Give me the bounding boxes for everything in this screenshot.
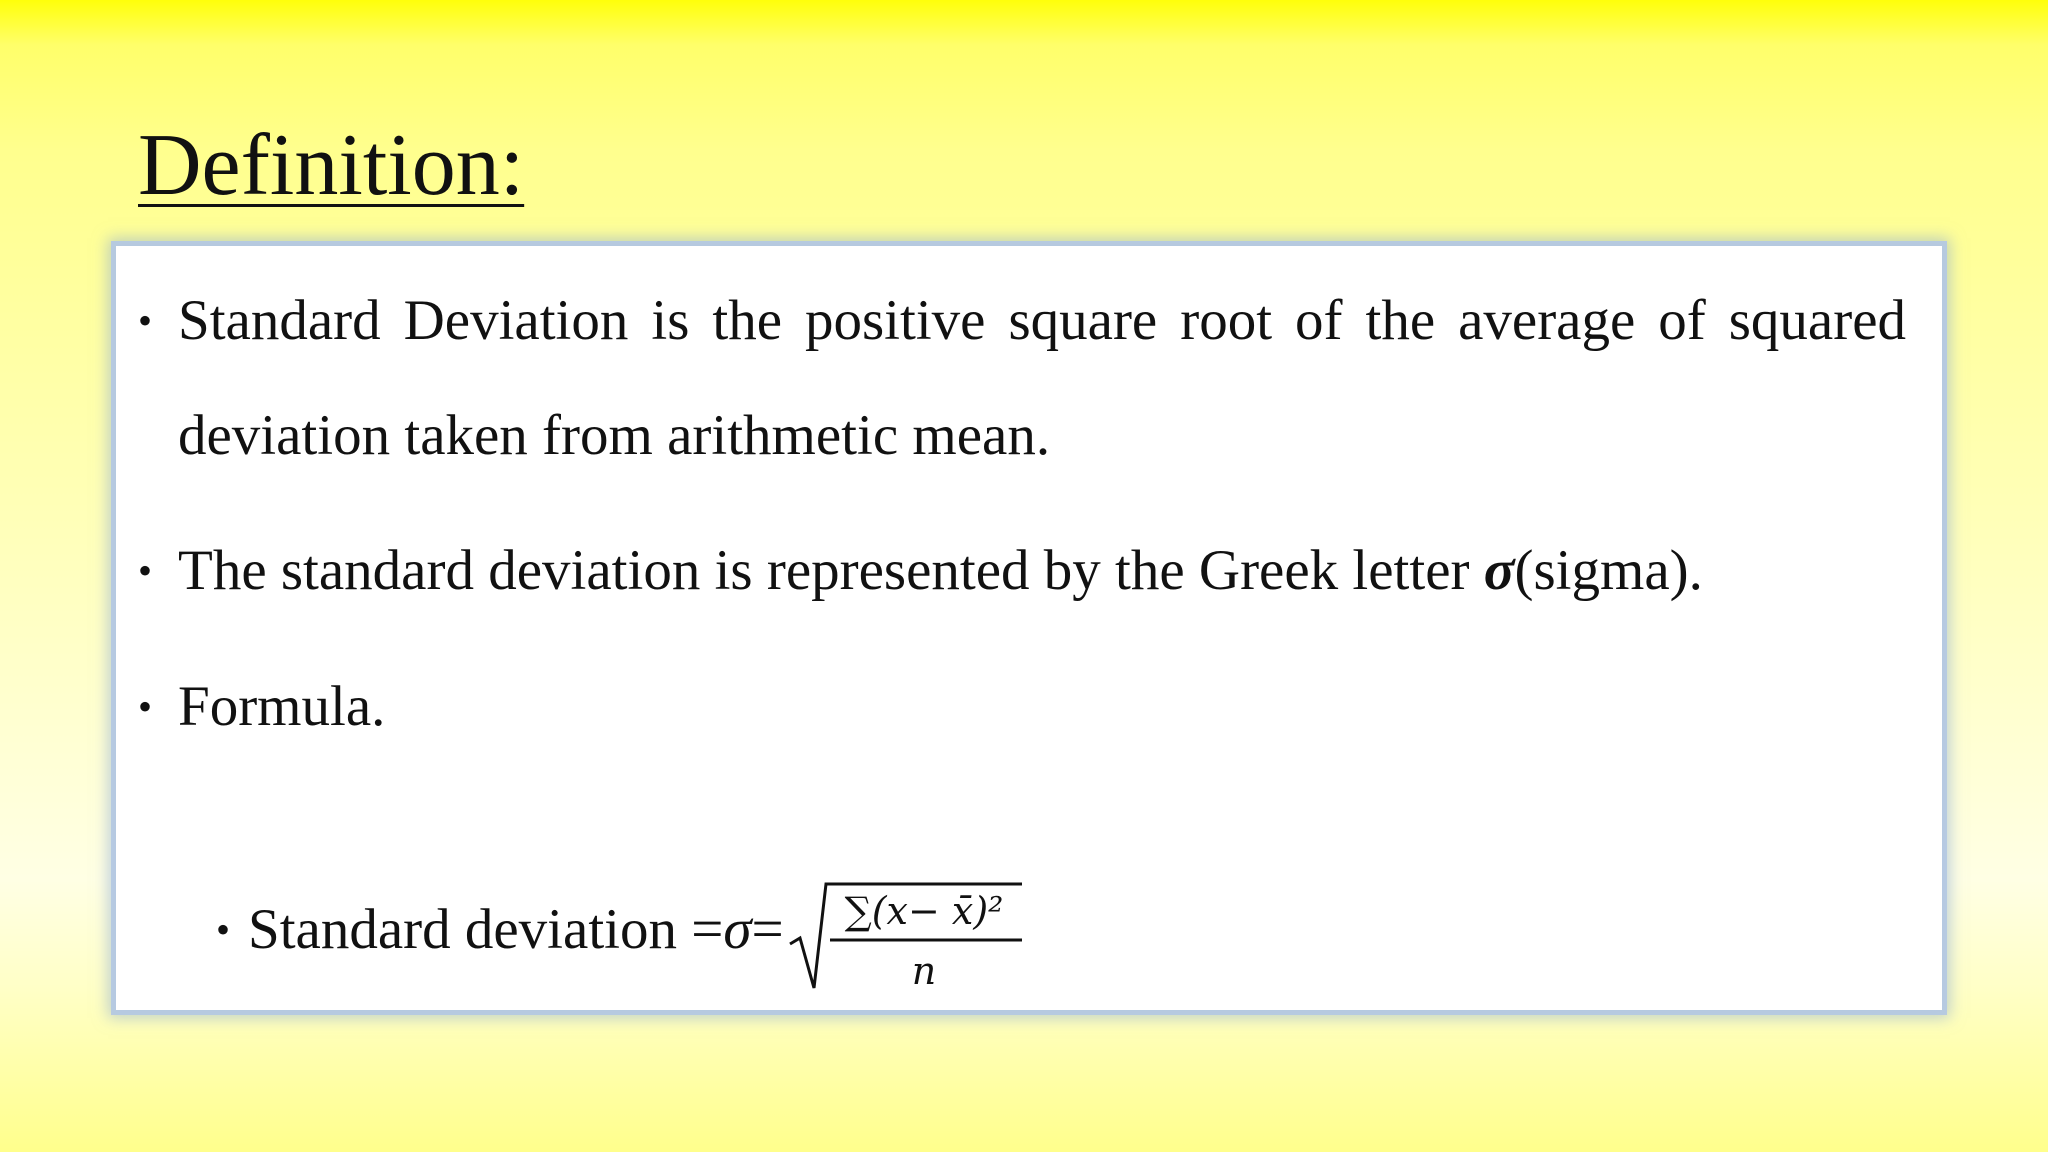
bullet-text-formula: Formula. (178, 675, 386, 738)
slide-title: Definition: (138, 117, 525, 214)
sigma-symbol: σ (1483, 539, 1515, 602)
bullet-text-after: (sigma). (1514, 539, 1703, 602)
sub-bullet-formula (216, 874, 1026, 993)
content-box (116, 246, 1942, 1010)
bullet-text-definition: Standard Deviation is the positive square root of the average of squared deviation taken from arithmetic mean. (178, 289, 1906, 467)
bullet-dot: • (216, 906, 231, 952)
bullet-dot: • (138, 684, 153, 729)
formula-square-root (786, 866, 1026, 996)
formula-numerator: ∑(x− x̄)² (844, 889, 1004, 933)
formula-label: Standard deviation = (248, 897, 724, 961)
bullet-dot: • (138, 548, 153, 593)
formula-denominator: n (911, 949, 936, 993)
formula-equals: = (751, 897, 784, 961)
formula-sigma: σ (723, 897, 752, 961)
bullet-text-before: The standard deviation is represented by the Greek letter (178, 539, 1484, 602)
bullet-dot: • (138, 298, 153, 343)
bullet-text-greek-letter (178, 513, 1906, 628)
